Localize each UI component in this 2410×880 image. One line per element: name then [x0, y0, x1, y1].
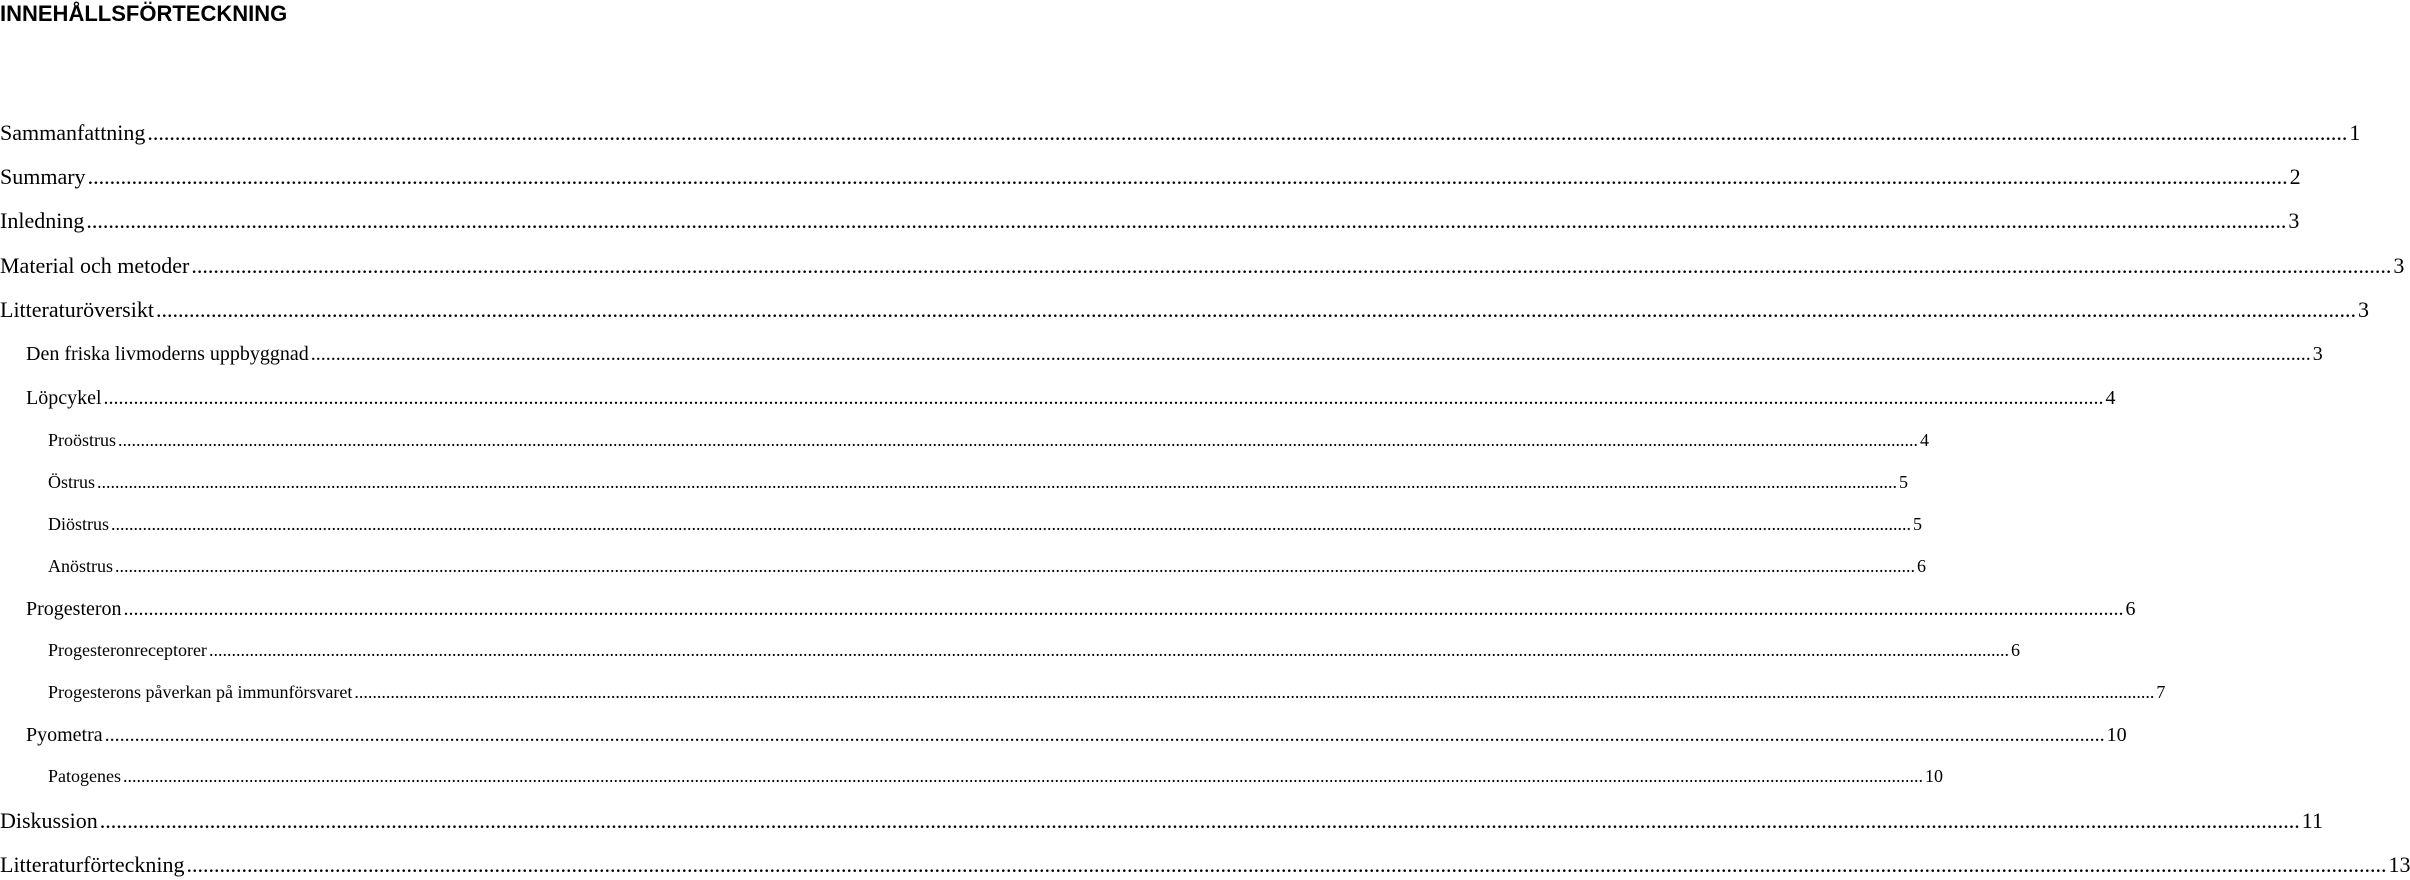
toc-entry-page-number: 6 [2010, 640, 2020, 660]
toc-entry[interactable] [48, 637, 2020, 663]
dot-leader: ................................................................................................................................................................................................................................................................................................................................................................................................................ [208, 640, 2009, 660]
toc-entry-page-number: 4 [1920, 430, 1930, 450]
dot-leader: ................................................................................................................................................................................................................................................................................................................................................................................................................ [354, 682, 2155, 702]
dot-leader: ................................................................................................................................................................................................................................................................................................................................................................................................................ [122, 766, 1923, 786]
dot-leader: ................................................................................................................................................................................................................................................................................................................................................................................................................ [99, 808, 2300, 833]
toc-entry-title: Östrus [48, 472, 96, 492]
toc-entry-title: Progesterons påverkan på immunförsvaret [48, 682, 353, 702]
toc-entry-page-number: 4 [2105, 387, 2116, 409]
toc-entry[interactable] [26, 721, 2127, 749]
dot-leader: ................................................................................................................................................................................................................................................................................................................................................................................................................ [310, 343, 2311, 365]
dot-leader: ................................................................................................................................................................................................................................................................................................................................................................................................................ [155, 297, 2356, 322]
toc-entry[interactable] [48, 553, 1927, 579]
dot-leader: ................................................................................................................................................................................................................................................................................................................................................................................................................ [86, 208, 2287, 233]
toc-entry[interactable] [26, 340, 2323, 368]
dot-leader: ................................................................................................................................................................................................................................................................................................................................................................................................................ [186, 852, 2387, 877]
toc-entry[interactable] [26, 384, 2116, 412]
toc-entry[interactable] [48, 427, 1930, 453]
toc-entry[interactable] [0, 206, 2300, 236]
toc-entry-title: Material och metoder [0, 253, 190, 278]
toc-entry[interactable] [48, 469, 1909, 495]
toc-entry-title: Litteraturförteckning [0, 852, 185, 877]
toc-entry-page-number: 6 [2125, 598, 2136, 620]
toc-entry-title: Diöstrus [48, 514, 110, 534]
toc-entry-page-number: 3 [2312, 343, 2323, 365]
toc-entry-title: Progesteronreceptorer [48, 640, 207, 660]
toc-entry-title: Löpcykel [26, 387, 102, 409]
toc-entry[interactable] [0, 850, 2410, 880]
toc-entry-title: Summary [0, 164, 86, 189]
toc-entry[interactable] [26, 595, 2136, 623]
toc-entry[interactable] [0, 806, 2323, 836]
toc-heading: INNEHÅLLSFÖRTECKNING [0, 1, 288, 26]
dot-leader: ................................................................................................................................................................................................................................................................................................................................................................................................................ [87, 164, 2288, 189]
toc-entry-page-number: 2 [2289, 164, 2301, 189]
toc-entry[interactable] [48, 679, 2166, 705]
toc-entry-title: Proöstrus [48, 430, 117, 450]
toc-entry-page-number: 10 [1924, 766, 1943, 786]
dot-leader: ................................................................................................................................................................................................................................................................................................................................................................................................................ [147, 120, 2348, 145]
toc-entry-page-number: 11 [2301, 808, 2323, 833]
toc-entry-page-number: 1 [2349, 120, 2361, 145]
toc-entry-title: Pyometra [26, 724, 103, 746]
dot-leader: ................................................................................................................................................................................................................................................................................................................................................................................................................ [97, 472, 1898, 492]
toc-entry-page-number: 3 [2357, 297, 2369, 322]
dot-leader: ................................................................................................................................................................................................................................................................................................................................................................................................................ [115, 556, 1916, 576]
toc-entry-page-number: 3 [2393, 253, 2405, 278]
toc-entry-title: Progesteron [26, 598, 122, 620]
toc-entry-title: Sammanfattning [0, 120, 146, 145]
toc-entry-title: Litteraturöversikt [0, 297, 154, 322]
toc-entry-page-number: 13 [2388, 852, 2410, 877]
dot-leader: ................................................................................................................................................................................................................................................................................................................................................................................................................ [111, 514, 1912, 534]
toc-entry-page-number: 5 [1899, 472, 1909, 492]
dot-leader: ................................................................................................................................................................................................................................................................................................................................................................................................................ [191, 253, 2392, 278]
toc-entry[interactable] [0, 251, 2405, 281]
toc-entry-page-number: 6 [1917, 556, 1927, 576]
dot-leader: ................................................................................................................................................................................................................................................................................................................................................................................................................ [118, 430, 1919, 450]
toc-entry-title: Anöstrus [48, 556, 114, 576]
toc-entry-page-number: 7 [2156, 682, 2166, 702]
toc-entry-page-number: 10 [2106, 724, 2127, 746]
dot-leader: ................................................................................................................................................................................................................................................................................................................................................................................................................ [123, 598, 2124, 620]
toc-entry[interactable] [48, 763, 1943, 789]
toc-entry[interactable] [0, 162, 2301, 192]
dot-leader: ................................................................................................................................................................................................................................................................................................................................................................................................................ [104, 724, 2105, 746]
toc-entry-page-number: 5 [1913, 514, 1923, 534]
toc-entry-title: Diskussion [0, 808, 98, 833]
toc-entry[interactable] [0, 118, 2361, 148]
toc-entry-title: Inledning [0, 208, 85, 233]
toc-entry[interactable] [0, 295, 2369, 325]
toc-entry-title: Patogenes [48, 766, 121, 786]
toc-entry-title: Den friska livmoderns uppbyggnad [26, 343, 309, 365]
toc-entry[interactable] [48, 511, 1923, 537]
dot-leader: ................................................................................................................................................................................................................................................................................................................................................................................................................ [103, 387, 2104, 409]
toc-entry-page-number: 3 [2288, 208, 2300, 233]
